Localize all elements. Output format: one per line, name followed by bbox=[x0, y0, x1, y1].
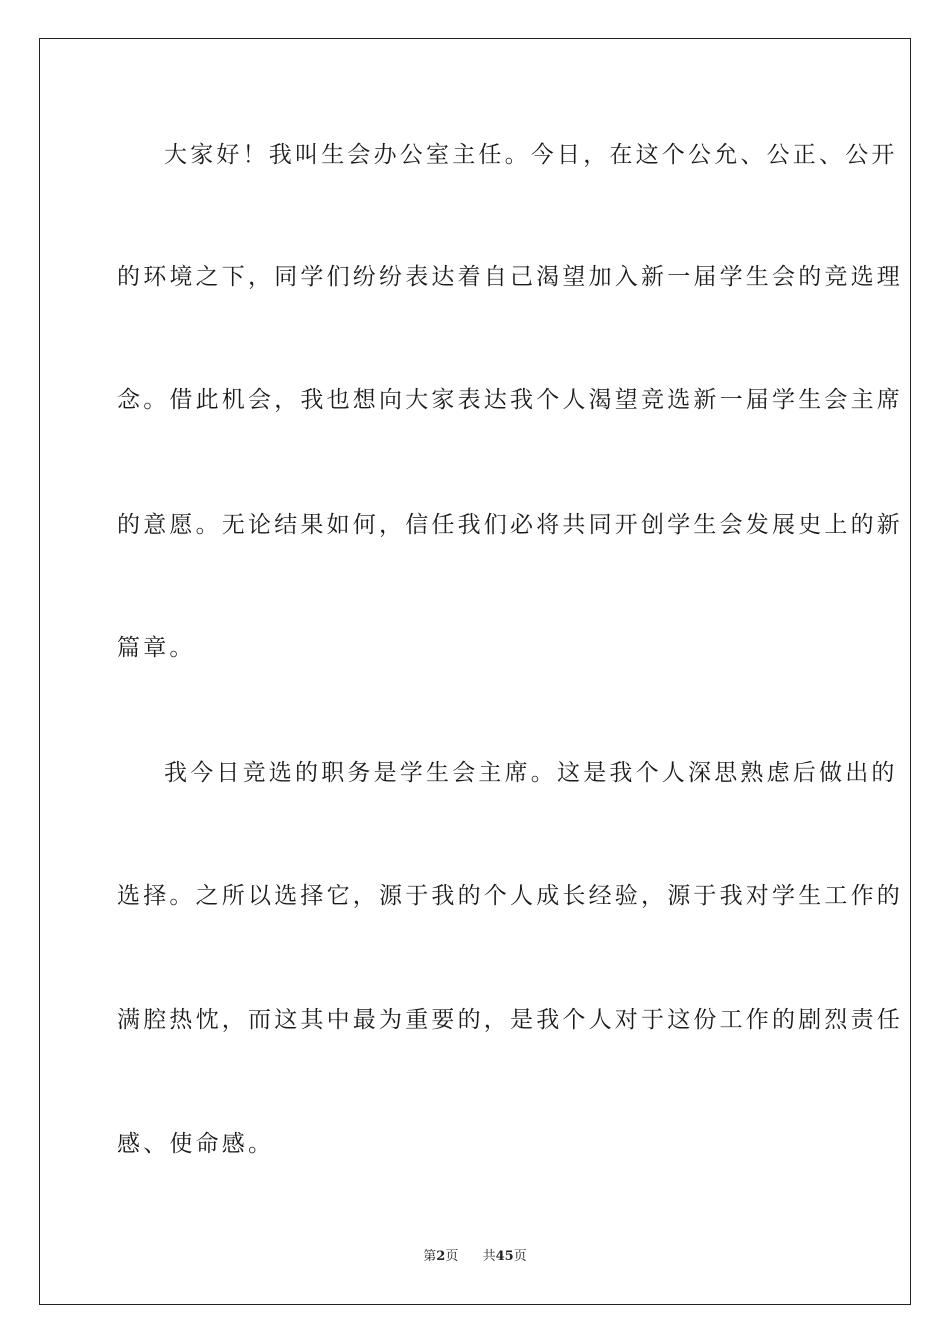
paragraph-1-line-4: 的意愿。无论结果如何，信任我们必将共同开创学生会发展史上的新 bbox=[117, 512, 903, 538]
page-label-prefix: 第 bbox=[423, 1249, 437, 1264]
page-label-suffix: 页 bbox=[445, 1249, 459, 1264]
page-footer bbox=[0, 1248, 950, 1266]
page-number: 2 bbox=[436, 1249, 446, 1264]
page-border bbox=[39, 38, 911, 1305]
total-label-prefix: 共 bbox=[482, 1249, 496, 1264]
paragraph-2-line-3: 满腔热忱，而这其中最为重要的，是我个人对于这份工作的剧烈责任 bbox=[117, 1007, 903, 1033]
paragraph-1-line-5: 篇章。 bbox=[117, 635, 196, 661]
total-pages: 45 bbox=[495, 1249, 514, 1264]
paragraph-2-line-4: 感、使命感。 bbox=[117, 1131, 275, 1157]
paragraph-1-line-3: 念。借此机会，我也想向大家表达我个人渴望竞选新一届学生会主席 bbox=[117, 387, 903, 413]
paragraph-1-line-2: 的环境之下，同学们纷纷表达着自己渴望加入新一届学生会的竞选理 bbox=[117, 264, 903, 290]
paragraph-2-line-2: 选择。之所以选择它，源于我的个人成长经验，源于我对学生工作的 bbox=[117, 883, 903, 909]
total-label-suffix: 页 bbox=[513, 1249, 527, 1264]
paragraph-1-line-1: 大家好！我叫生会办公室主任。今日，在这个公允、公正、公开 bbox=[164, 142, 898, 168]
paragraph-2-line-1: 我今日竞选的职务是学生会主席。这是我个人深思熟虑后做出的 bbox=[164, 760, 898, 786]
